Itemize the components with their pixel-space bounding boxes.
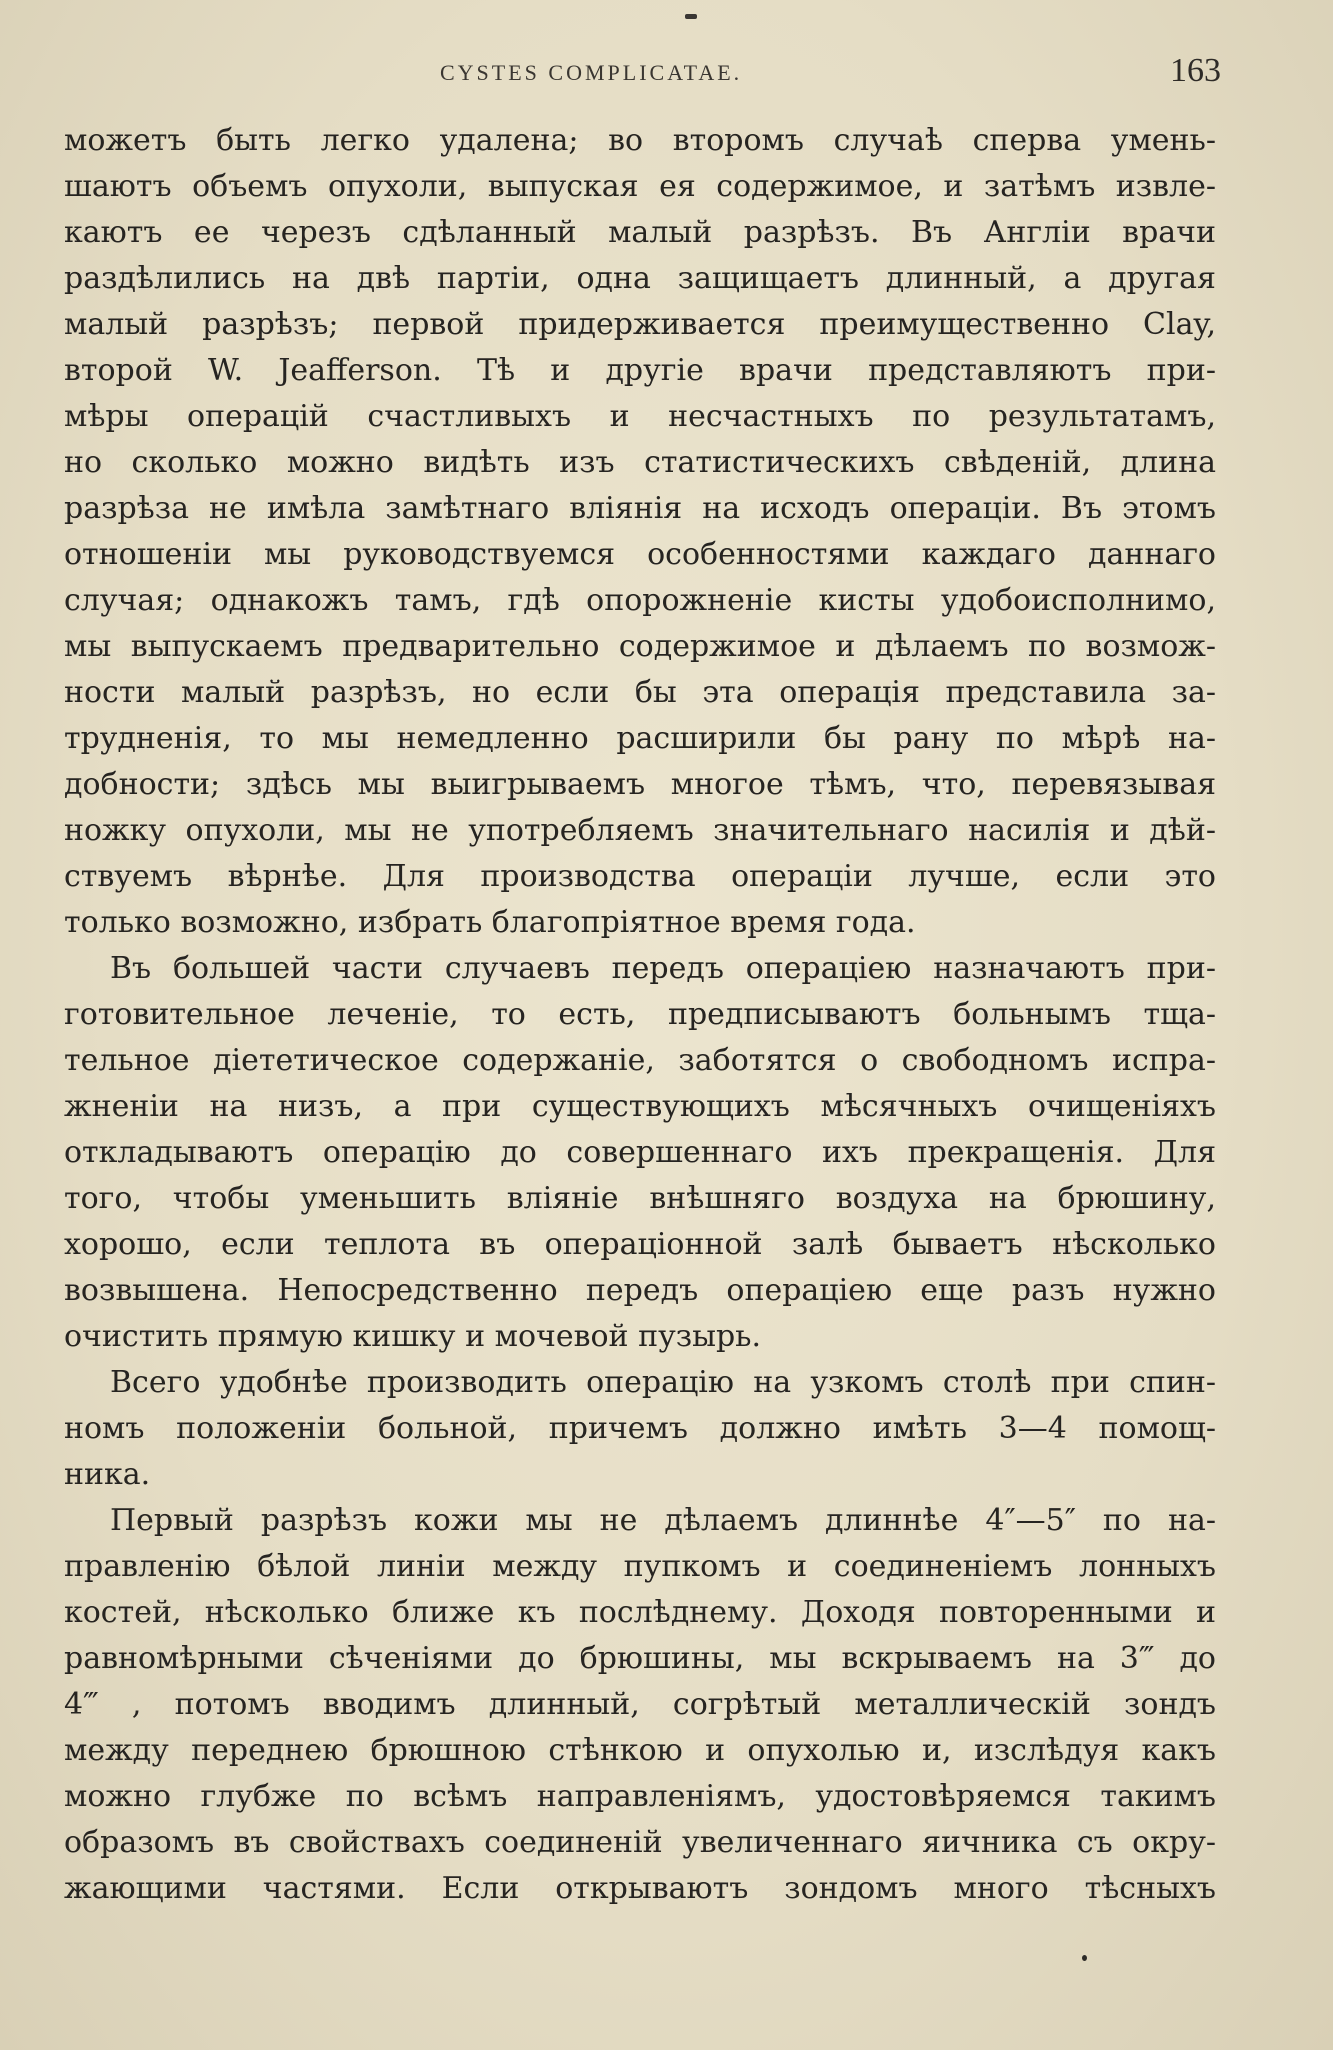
text-line: костей, нѣсколько ближе къ послѣднему. Доходя повторенными и bbox=[64, 1595, 1216, 1630]
text-line: готовительное леченіе, то есть, предписываютъ больнымъ тща- bbox=[64, 997, 1216, 1032]
text-line: равномѣрными сѣченіями до брюшины, мы вскрываемъ на 3‴ до bbox=[64, 1641, 1216, 1676]
text-line: 4‴ , потомъ вводимъ длинный, согрѣтый металлическій зондъ bbox=[64, 1687, 1216, 1722]
text-line: жненіи на низъ, а при существующихъ мѣсячныхъ очищеніяхъ bbox=[64, 1089, 1216, 1124]
text-line: но сколько можно видѣть изъ статистическихъ свѣденій, длина bbox=[64, 445, 1216, 480]
text-line: каютъ ее черезъ сдѣланный малый разрѣзъ. Въ Англіи врачи bbox=[64, 215, 1216, 250]
text-line: Первый разрѣзъ кожи мы не дѣлаемъ длиннѣе 4″—5″ по на- bbox=[110, 1503, 1216, 1538]
text-line: ности малый разрѣзъ, но если бы эта операція представила за- bbox=[64, 675, 1216, 710]
text-line: шаютъ объемъ опухоли, выпуская ея содержимое, и затѣмъ извле- bbox=[64, 169, 1216, 204]
text-line: хорошо, если теплота въ операціонной залѣ бываетъ нѣсколько bbox=[64, 1227, 1216, 1262]
text-line: раздѣлились на двѣ партіи, одна защищаетъ длинный, а другая bbox=[64, 261, 1216, 296]
text-line: разрѣза не имѣла замѣтнаго вліянія на исходъ операціи. Въ этомъ bbox=[64, 491, 1216, 526]
text-line: Въ большей части случаевъ передъ операціею назначаютъ при- bbox=[110, 951, 1216, 986]
text-line: жающими частями. Если открываютъ зондомъ много тѣсныхъ bbox=[64, 1871, 1216, 1906]
text-line: очистить прямую кишку и мочевой пузырь. bbox=[64, 1319, 762, 1354]
text-line: случая; однакожъ тамъ, гдѣ опорожненіе кисты удобоисполнимо, bbox=[64, 583, 1216, 618]
text-line: между переднею брюшною стѣнкою и опухолью и, изслѣдуя какъ bbox=[64, 1733, 1216, 1768]
text-line: откладываютъ операцію до совершеннаго ихъ прекращенія. Для bbox=[64, 1135, 1216, 1170]
text-line: ника. bbox=[64, 1457, 151, 1492]
text-line: отношеніи мы руководствуемся особенностями каждаго даннаго bbox=[64, 537, 1216, 572]
text-line: мѣры операцій счастливыхъ и несчастныхъ по результатамъ, bbox=[64, 399, 1216, 434]
text-line: трудненія, то мы немедленно расширили бы рану по мѣрѣ на- bbox=[64, 721, 1216, 756]
text-line: второй W. Jeafferson. Тѣ и другіе врачи представляютъ при- bbox=[64, 353, 1216, 388]
text-line: ножку опухоли, мы не употребляемъ значительнаго насилія и дѣй- bbox=[64, 813, 1216, 848]
text-line: малый разрѣзъ; первой придерживается преимущественно Clay, bbox=[64, 307, 1216, 342]
text-line: номъ положеніи больной, причемъ должно имѣть 3—4 помощ- bbox=[64, 1411, 1216, 1446]
ink-mark bbox=[685, 14, 697, 19]
page-number: 163 bbox=[1170, 52, 1221, 89]
text-line: возвышена. Непосредственно передъ операціею еще разъ нужно bbox=[64, 1273, 1216, 1308]
body-text bbox=[64, 118, 1216, 1912]
text-line: мы выпускаемъ предварительно содержимое и дѣлаемъ по возмож- bbox=[64, 629, 1216, 664]
text-line: тельное діететическое содержаніе, заботятся о свободномъ испра- bbox=[64, 1043, 1216, 1078]
text-line: добности; здѣсь мы выигрываемъ многое тѣмъ, что, перевязывая bbox=[64, 767, 1216, 802]
text-line: того, чтобы уменьшить вліяніе внѣшняго воздуха на брюшину, bbox=[64, 1181, 1216, 1216]
text-line: только возможно, избрать благопріятное время года. bbox=[64, 905, 916, 940]
running-head bbox=[0, 52, 1333, 102]
text-line: можетъ быть легко удалена; во второмъ случаѣ сперва умень- bbox=[64, 123, 1216, 158]
text-line: можно глубже по всѣмъ направленіямъ, удостовѣряемся такимъ bbox=[64, 1779, 1216, 1814]
text-line: ствуемъ вѣрнѣе. Для производства операціи лучше, если это bbox=[64, 859, 1216, 894]
text-line: образомъ въ свойствахъ соединеній увеличеннаго яичника съ окру- bbox=[64, 1825, 1216, 1860]
text-line: правленію бѣлой линіи между пупкомъ и соединеніемъ лонныхъ bbox=[64, 1549, 1216, 1584]
running-title: CYSTES COMPLICATAE. bbox=[440, 60, 743, 85]
ink-speck bbox=[1082, 1955, 1087, 1961]
text-line: Всего удобнѣе производить операцію на узкомъ столѣ при спин- bbox=[110, 1365, 1216, 1400]
